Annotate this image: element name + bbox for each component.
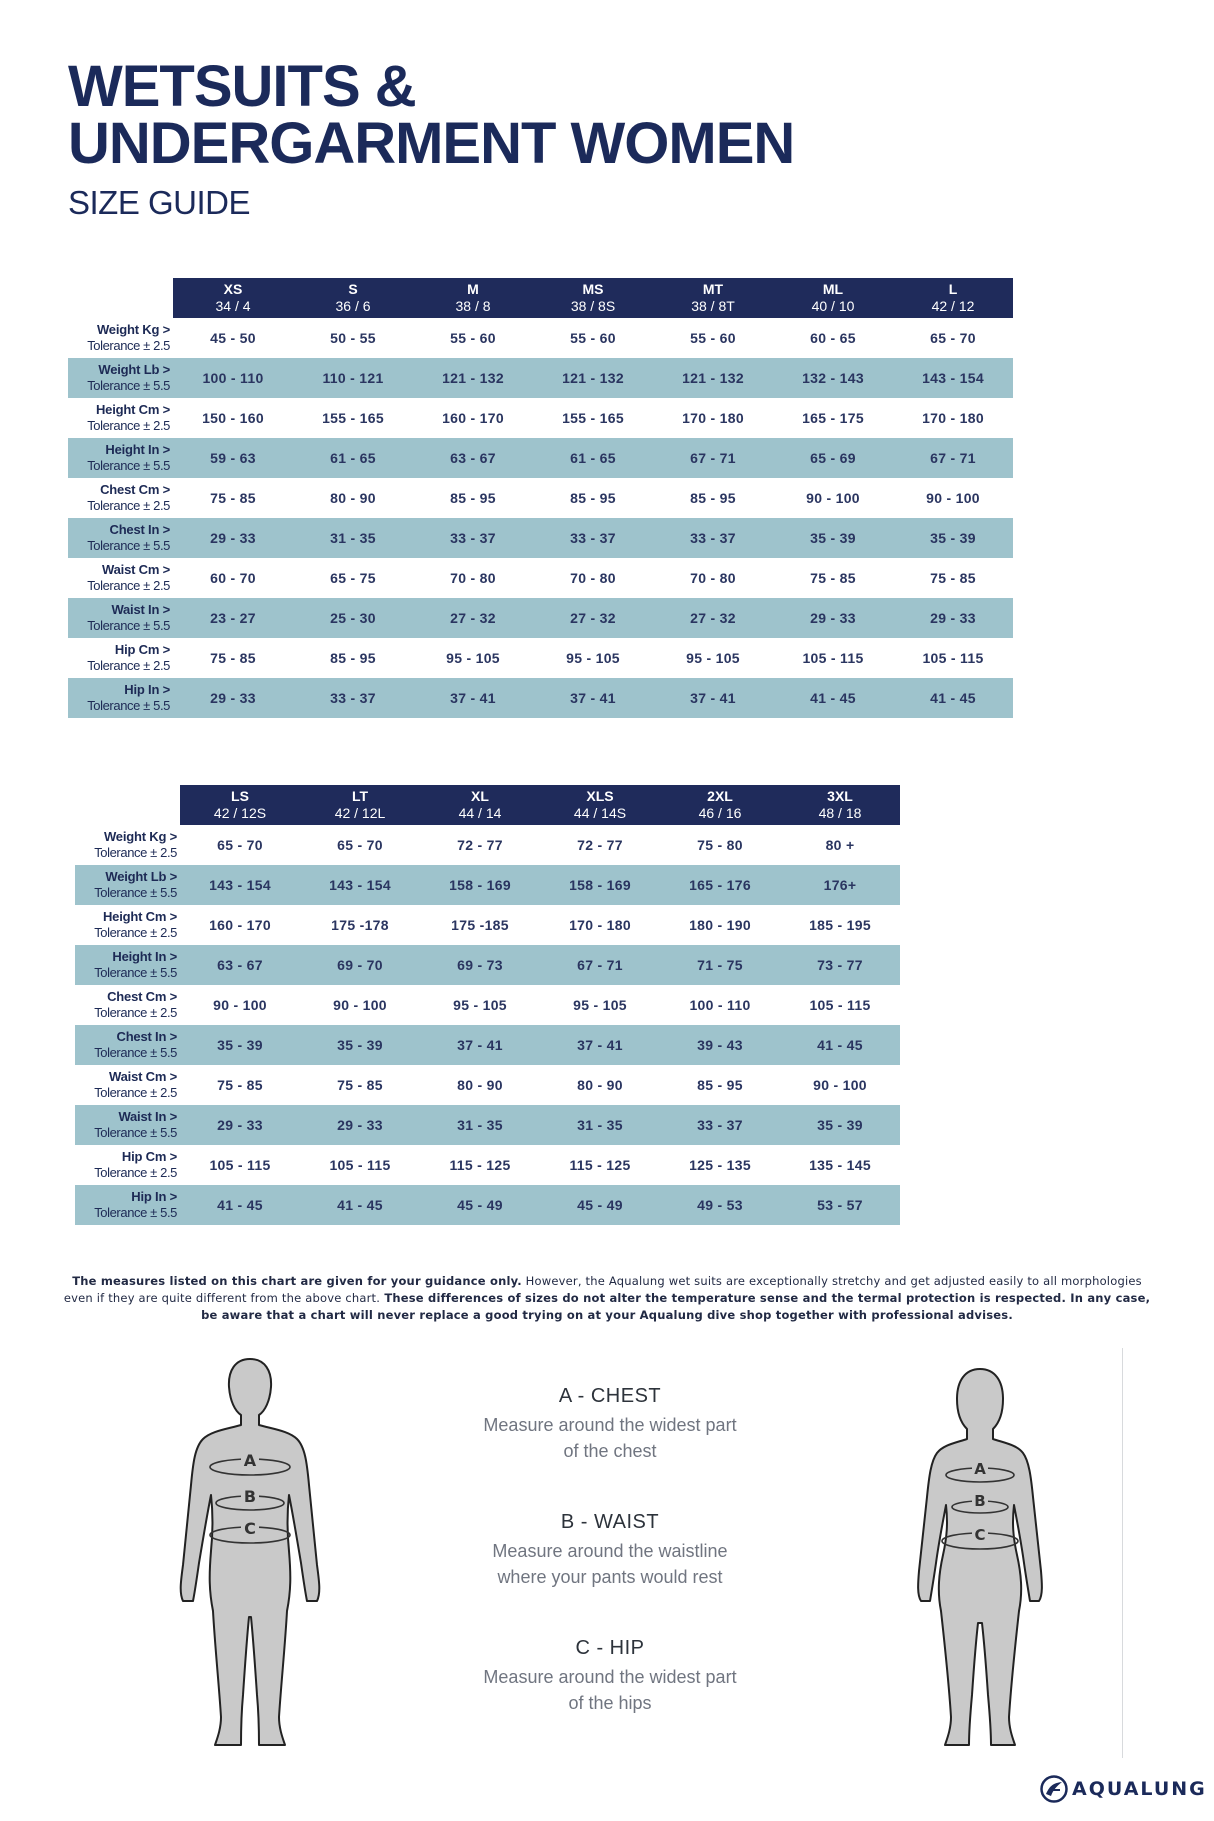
size-column-header xyxy=(173,278,293,318)
tolerance-label: Tolerance ± 2.5 xyxy=(87,418,170,433)
table-cell: 31 - 35 xyxy=(540,1105,660,1145)
title-line-1: WETSUITS & xyxy=(68,54,416,119)
table-cell: 95 - 105 xyxy=(573,997,627,1013)
table-cell: 180 - 190 xyxy=(689,917,751,933)
table-cell: 55 - 60 xyxy=(690,330,736,346)
table-cell: 45 - 49 xyxy=(540,1185,660,1225)
table-cell: 37 - 41 xyxy=(413,678,533,718)
table-cell: 63 - 67 xyxy=(413,438,533,478)
table-cell: 35 - 39 xyxy=(180,1025,300,1065)
table-cell: 170 - 180 xyxy=(682,410,744,426)
tolerance-label: Tolerance ± 5.5 xyxy=(94,885,177,900)
measure-label: Height Cm > xyxy=(95,402,170,417)
marker-c: C xyxy=(974,1526,986,1544)
table-row xyxy=(68,438,1013,478)
disclaimer-part-1: The measures listed on this chart are given for your guidance only. xyxy=(72,1274,522,1288)
table-cell: 90 - 100 xyxy=(813,1077,867,1093)
marker-b: B xyxy=(974,1492,986,1510)
size-eu: 42 / 12S xyxy=(213,805,267,821)
measure-label: Chest Cm > xyxy=(107,989,177,1004)
table-corner xyxy=(68,278,173,318)
table-cell: 121 - 132 xyxy=(653,358,773,398)
table-cell: 35 - 39 xyxy=(300,1025,420,1065)
table-cell: 158 - 169 xyxy=(540,865,660,905)
table-cell: 37 - 41 xyxy=(533,678,653,718)
table-cell: 115 - 125 xyxy=(449,1157,511,1173)
table-cell: 29 - 33 xyxy=(173,678,293,718)
table-cell: 69 - 73 xyxy=(420,945,540,985)
table-cell: 143 - 154 xyxy=(893,358,1013,398)
definition-hip xyxy=(440,1637,780,1716)
table-cell: 75 - 85 xyxy=(210,490,256,506)
table-cell: 75 - 85 xyxy=(217,1077,263,1093)
table-cell: 105 - 115 xyxy=(802,650,864,666)
table-cell: 33 - 37 xyxy=(533,518,653,558)
table-cell: 70 - 80 xyxy=(690,570,736,586)
size-code: 2XL xyxy=(707,788,733,804)
table-cell: 27 - 32 xyxy=(413,598,533,638)
measure-label: Waist Cm > xyxy=(102,562,170,577)
table-row xyxy=(75,945,900,985)
size-eu: 38 / 8S xyxy=(570,298,616,314)
table-cell: 37 - 41 xyxy=(420,1025,540,1065)
table-cell: 100 - 110 xyxy=(689,997,751,1013)
table-cell: 59 - 63 xyxy=(173,438,293,478)
table-cell: 80 - 90 xyxy=(330,490,376,506)
measure-label: Chest In > xyxy=(109,522,170,537)
definition-line: of the chest xyxy=(563,1441,657,1461)
table-cell: 33 - 37 xyxy=(660,1105,780,1145)
table-cell: 65 - 70 xyxy=(217,837,263,853)
measure-label: Weight Lb > xyxy=(98,362,170,377)
table-row xyxy=(75,1145,900,1185)
row-label xyxy=(75,865,180,905)
measure-label: Hip In > xyxy=(131,1189,177,1204)
table-row xyxy=(75,1025,900,1065)
table-cell: 105 - 115 xyxy=(922,650,984,666)
definition-line: where your pants would rest xyxy=(497,1567,723,1587)
tolerance-label: Tolerance ± 5.5 xyxy=(94,1045,177,1060)
definition-chest xyxy=(440,1385,780,1464)
tolerance-label: Tolerance ± 2.5 xyxy=(94,1165,177,1180)
table-cell: 105 - 115 xyxy=(329,1157,391,1173)
size-code: XL xyxy=(471,788,489,804)
table-cell: 35 - 39 xyxy=(780,1105,900,1145)
size-code: ML xyxy=(822,281,844,297)
table-cell: 60 - 70 xyxy=(210,570,256,586)
row-label xyxy=(68,358,173,398)
table-cell: 63 - 67 xyxy=(180,945,300,985)
size-column-header xyxy=(533,278,653,318)
page-title xyxy=(68,54,795,176)
measure-label: Chest Cm > xyxy=(100,482,170,497)
table-cell: 160 - 170 xyxy=(209,917,271,933)
size-column-header xyxy=(893,278,1013,318)
table-cell: 45 - 50 xyxy=(210,330,256,346)
table-cell: 175 -178 xyxy=(331,917,389,933)
table-cell: 160 - 170 xyxy=(442,410,504,426)
size-eu: 42 / 12 xyxy=(931,298,975,314)
tolerance-label: Tolerance ± 5.5 xyxy=(87,378,170,393)
table-corner xyxy=(75,785,180,825)
table-cell: 85 - 95 xyxy=(570,490,616,506)
measure-label: Hip Cm > xyxy=(121,1149,177,1164)
table-cell: 25 - 30 xyxy=(293,598,413,638)
table-cell: 100 - 110 xyxy=(173,358,293,398)
table-row xyxy=(68,558,1013,598)
size-table-2 xyxy=(75,785,900,1225)
table-cell: 80 + xyxy=(825,837,855,853)
table-cell: 90 - 100 xyxy=(213,997,267,1013)
table-cell: 45 - 49 xyxy=(420,1185,540,1225)
tolerance-label: Tolerance ± 5.5 xyxy=(87,538,170,553)
size-header-row xyxy=(68,278,1013,318)
definition-heading: A - CHEST xyxy=(558,1385,662,1407)
disclaimer-part-2: However, the Aqualung wet suits are exceptionally stretchy and get adjusted easily to all morphologies even if they are quite different from the above chart. xyxy=(63,1274,1142,1305)
size-code: S xyxy=(348,281,358,297)
tolerance-label: Tolerance ± 2.5 xyxy=(94,1005,177,1020)
table-cell: 27 - 32 xyxy=(653,598,773,638)
size-column-header xyxy=(300,785,420,825)
measure-label: Height In > xyxy=(105,442,170,457)
size-column-header xyxy=(780,785,900,825)
table-cell: 75 - 85 xyxy=(810,570,856,586)
table-row xyxy=(68,318,1013,358)
tolerance-label: Tolerance ± 2.5 xyxy=(94,925,177,940)
table-cell: 33 - 37 xyxy=(293,678,413,718)
measure-label: Waist Cm > xyxy=(109,1069,177,1084)
size-code: LT xyxy=(351,788,369,804)
table-cell: 85 - 95 xyxy=(450,490,496,506)
marker-a: A xyxy=(974,1460,986,1478)
table-cell: 135 - 145 xyxy=(809,1157,871,1173)
table-cell: 125 - 135 xyxy=(689,1157,751,1173)
brand-logo[interactable] xyxy=(1040,1775,1207,1803)
tolerance-label: Tolerance ± 2.5 xyxy=(94,845,177,860)
row-label xyxy=(75,1025,180,1065)
row-label xyxy=(75,905,180,945)
table-row xyxy=(75,985,900,1025)
tolerance-label: Tolerance ± 5.5 xyxy=(87,458,170,473)
size-column-header xyxy=(413,278,533,318)
row-label xyxy=(68,438,173,478)
table-row xyxy=(68,638,1013,678)
row-label xyxy=(68,678,173,718)
definition-heading: C - HIP xyxy=(575,1637,645,1659)
title-line-2: UNDERGARMENT WOMEN xyxy=(68,111,795,176)
disclaimer-text xyxy=(60,1273,1154,1324)
table-cell: 41 - 45 xyxy=(180,1185,300,1225)
row-label xyxy=(75,945,180,985)
table-row xyxy=(68,358,1013,398)
table-cell: 165 - 176 xyxy=(660,865,780,905)
table-cell: 65 - 75 xyxy=(330,570,376,586)
table-row xyxy=(75,1105,900,1145)
table-row xyxy=(68,518,1013,558)
marker-c: C xyxy=(244,1519,256,1538)
table-cell: 95 - 105 xyxy=(686,650,740,666)
tolerance-label: Tolerance ± 5.5 xyxy=(94,1205,177,1220)
table-cell: 37 - 41 xyxy=(653,678,773,718)
size-column-header xyxy=(773,278,893,318)
tolerance-label: Tolerance ± 5.5 xyxy=(87,698,170,713)
table-cell: 95 - 105 xyxy=(566,650,620,666)
row-label xyxy=(75,825,180,865)
table-cell: 65 - 70 xyxy=(337,837,383,853)
row-label xyxy=(68,638,173,678)
table-cell: 67 - 71 xyxy=(893,438,1013,478)
table-cell: 31 - 35 xyxy=(420,1105,540,1145)
size-column-header xyxy=(180,785,300,825)
table-cell: 29 - 33 xyxy=(180,1105,300,1145)
measure-label: Weight Kg > xyxy=(103,829,177,844)
tolerance-label: Tolerance ± 5.5 xyxy=(87,618,170,633)
size-code: MS xyxy=(582,281,604,297)
row-label xyxy=(75,1065,180,1105)
table-cell: 41 - 45 xyxy=(893,678,1013,718)
table-cell: 175 -185 xyxy=(451,917,509,933)
table-cell: 75 - 85 xyxy=(337,1077,383,1093)
measure-label: Weight Kg > xyxy=(96,322,170,337)
table-row xyxy=(75,1065,900,1105)
row-label xyxy=(68,318,173,358)
marker-a: A xyxy=(243,1451,257,1470)
table-cell: 71 - 75 xyxy=(660,945,780,985)
definition-line: Measure around the waistline xyxy=(492,1541,728,1561)
table-cell: 72 - 77 xyxy=(457,837,503,853)
tolerance-label: Tolerance ± 2.5 xyxy=(87,658,170,673)
measure-label: Weight Lb > xyxy=(105,869,177,884)
table-cell: 95 - 105 xyxy=(446,650,500,666)
table-cell: 85 - 95 xyxy=(330,650,376,666)
table-cell: 132 - 143 xyxy=(773,358,893,398)
table-cell: 65 - 70 xyxy=(930,330,976,346)
table-cell: 67 - 71 xyxy=(540,945,660,985)
row-label xyxy=(75,1185,180,1225)
table-cell: 41 - 45 xyxy=(300,1185,420,1225)
table-cell: 41 - 45 xyxy=(773,678,893,718)
marker-b: B xyxy=(243,1487,257,1506)
table-cell: 61 - 65 xyxy=(293,438,413,478)
size-code: 3XL xyxy=(827,788,853,804)
table-cell: 115 - 125 xyxy=(569,1157,631,1173)
table-cell: 105 - 115 xyxy=(209,1157,271,1173)
table-cell: 85 - 95 xyxy=(697,1077,743,1093)
table-cell: 35 - 39 xyxy=(893,518,1013,558)
measure-label: Hip In > xyxy=(124,682,170,697)
table-cell: 23 - 27 xyxy=(173,598,293,638)
table-cell: 72 - 77 xyxy=(577,837,623,853)
size-eu: 38 / 8T xyxy=(691,298,735,314)
table-cell: 170 - 180 xyxy=(569,917,631,933)
tolerance-label: Tolerance ± 2.5 xyxy=(87,338,170,353)
table-cell: 90 - 100 xyxy=(806,490,860,506)
table-cell: 27 - 32 xyxy=(533,598,653,638)
table-row xyxy=(75,905,900,945)
table-cell: 85 - 95 xyxy=(690,490,736,506)
table-cell: 155 - 165 xyxy=(562,410,624,426)
brand-name: AQUALUNG xyxy=(1072,1778,1207,1800)
aqualung-logo-icon xyxy=(1040,1775,1068,1803)
size-eu: 44 / 14 xyxy=(458,805,502,821)
table-cell: 39 - 43 xyxy=(660,1025,780,1065)
tolerance-label: Tolerance ± 5.5 xyxy=(94,1125,177,1140)
table-cell: 67 - 71 xyxy=(653,438,773,478)
table-cell: 176+ xyxy=(780,865,900,905)
table-cell: 29 - 33 xyxy=(773,598,893,638)
tolerance-label: Tolerance ± 2.5 xyxy=(94,1085,177,1100)
table-cell: 75 - 80 xyxy=(697,837,743,853)
table-cell: 110 - 121 xyxy=(293,358,413,398)
table-row xyxy=(75,825,900,865)
table-cell: 80 - 90 xyxy=(457,1077,503,1093)
row-label xyxy=(75,985,180,1025)
table-cell: 53 - 57 xyxy=(780,1185,900,1225)
definition-line: Measure around the widest part xyxy=(483,1415,737,1435)
table-cell: 90 - 100 xyxy=(333,997,387,1013)
table-cell: 170 - 180 xyxy=(922,410,984,426)
table-cell: 50 - 55 xyxy=(330,330,376,346)
table-cell: 155 - 165 xyxy=(322,410,384,426)
disclaimer-part-3: These differences of sizes do not alter the temperature sense and the termal protection is respected. In any case, be aware that a chart will never replace a good trying on at your Aqualung dive shop together with professional advises. xyxy=(201,1291,1151,1322)
size-column-header xyxy=(293,278,413,318)
measure-label: Height Cm > xyxy=(102,909,177,924)
divider-line xyxy=(1122,1348,1123,1758)
measure-label: Waist In > xyxy=(118,1109,177,1124)
table-cell: 60 - 65 xyxy=(810,330,856,346)
table-cell: 105 - 115 xyxy=(809,997,871,1013)
row-label xyxy=(68,518,173,558)
size-code: MT xyxy=(702,281,724,297)
table-cell: 70 - 80 xyxy=(450,570,496,586)
row-label xyxy=(68,558,173,598)
size-code: M xyxy=(467,281,479,297)
table-cell: 80 - 90 xyxy=(577,1077,623,1093)
definition-heading: B - WAIST xyxy=(560,1511,660,1533)
table-cell: 29 - 33 xyxy=(300,1105,420,1145)
table-cell: 41 - 45 xyxy=(780,1025,900,1065)
page-subtitle: SIZE GUIDE xyxy=(68,184,251,221)
table-cell: 75 - 85 xyxy=(210,650,256,666)
table-cell: 143 - 154 xyxy=(180,865,300,905)
table-cell: 29 - 33 xyxy=(893,598,1013,638)
table-row xyxy=(68,478,1013,518)
table-cell: 165 - 175 xyxy=(802,410,864,426)
measurement-definitions xyxy=(440,1385,780,1763)
row-label xyxy=(75,1145,180,1185)
table-cell: 150 - 160 xyxy=(202,410,264,426)
size-column-header xyxy=(660,785,780,825)
table-cell: 75 - 85 xyxy=(930,570,976,586)
table-cell: 35 - 39 xyxy=(773,518,893,558)
size-eu: 44 / 14S xyxy=(573,805,627,821)
size-header-row xyxy=(75,785,900,825)
table-cell: 121 - 132 xyxy=(533,358,653,398)
table-cell: 143 - 154 xyxy=(300,865,420,905)
definition-line: of the hips xyxy=(568,1693,652,1713)
tolerance-label: Tolerance ± 2.5 xyxy=(87,498,170,513)
table-cell: 61 - 65 xyxy=(533,438,653,478)
tolerance-label: Tolerance ± 5.5 xyxy=(94,965,177,980)
size-eu: 36 / 6 xyxy=(335,298,371,314)
table-cell: 69 - 70 xyxy=(300,945,420,985)
table-cell: 55 - 60 xyxy=(450,330,496,346)
table-cell: 73 - 77 xyxy=(780,945,900,985)
table-cell: 70 - 80 xyxy=(570,570,616,586)
measure-label: Waist In > xyxy=(111,602,170,617)
size-eu: 38 / 8 xyxy=(455,298,491,314)
table-cell: 90 - 100 xyxy=(926,490,980,506)
size-eu: 40 / 10 xyxy=(811,298,855,314)
table-cell: 185 - 195 xyxy=(809,917,871,933)
table-cell: 49 - 53 xyxy=(660,1185,780,1225)
size-eu: 34 / 4 xyxy=(215,298,251,314)
measure-label: Hip Cm > xyxy=(114,642,170,657)
row-label xyxy=(68,398,173,438)
row-label xyxy=(68,478,173,518)
row-label xyxy=(68,598,173,638)
size-eu: 46 / 16 xyxy=(698,805,742,821)
size-column-header xyxy=(420,785,540,825)
size-code: LS xyxy=(231,788,249,804)
definition-waist xyxy=(440,1511,780,1590)
table-cell: 29 - 33 xyxy=(173,518,293,558)
table-cell: 55 - 60 xyxy=(570,330,616,346)
size-code: L xyxy=(948,281,958,297)
measure-label: Chest In > xyxy=(116,1029,177,1044)
female-body-figure xyxy=(915,1365,1045,1750)
table-row xyxy=(75,1185,900,1225)
table-row xyxy=(68,598,1013,638)
size-eu: 42 / 12L xyxy=(334,805,386,821)
measure-label: Height In > xyxy=(112,949,177,964)
table-cell: 121 - 132 xyxy=(413,358,533,398)
table-cell: 33 - 37 xyxy=(413,518,533,558)
table-row xyxy=(75,865,900,905)
row-label xyxy=(75,1105,180,1145)
male-body-figure xyxy=(175,1355,325,1750)
size-column-header xyxy=(540,785,660,825)
definition-line: Measure around the widest part xyxy=(483,1667,737,1687)
table-cell: 37 - 41 xyxy=(540,1025,660,1065)
size-code: XS xyxy=(223,281,243,297)
table-cell: 158 - 169 xyxy=(420,865,540,905)
tolerance-label: Tolerance ± 2.5 xyxy=(87,578,170,593)
table-cell: 31 - 35 xyxy=(293,518,413,558)
table-cell: 95 - 105 xyxy=(453,997,507,1013)
table-cell: 33 - 37 xyxy=(653,518,773,558)
size-eu: 48 / 18 xyxy=(818,805,862,821)
size-column-header xyxy=(653,278,773,318)
table-cell: 65 - 69 xyxy=(773,438,893,478)
table-row xyxy=(68,398,1013,438)
table-row xyxy=(68,678,1013,718)
size-code: XLS xyxy=(586,788,614,804)
size-table-1 xyxy=(68,278,1013,718)
